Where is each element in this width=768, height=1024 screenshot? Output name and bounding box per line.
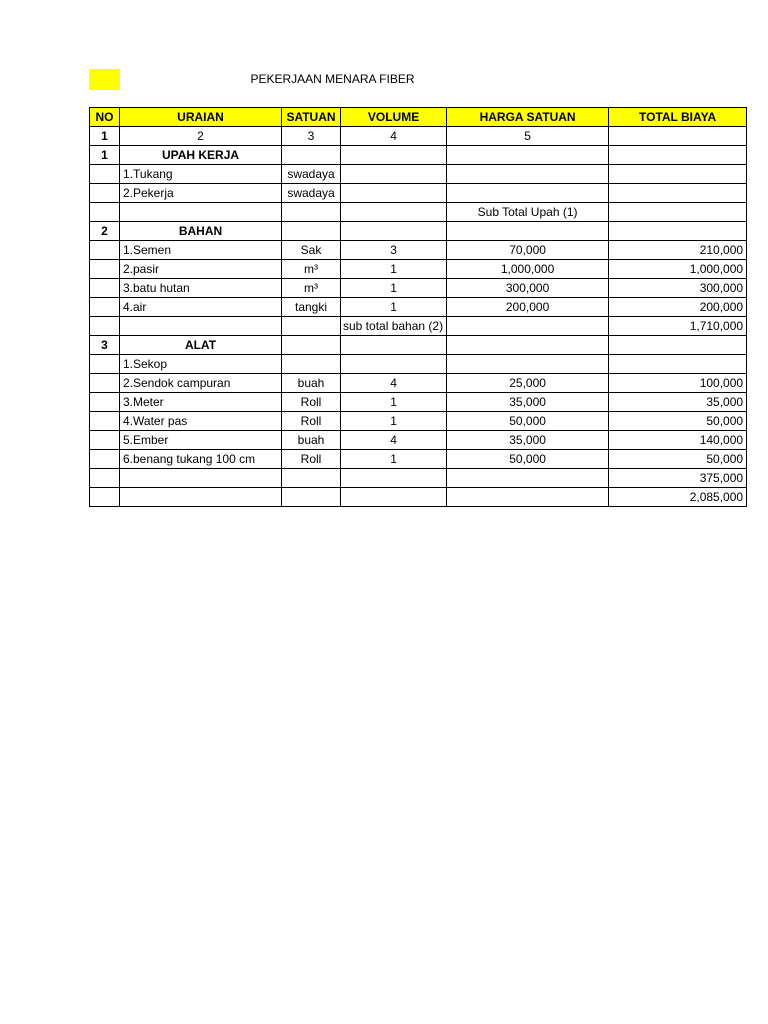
cell-uraian: 2.pasir (120, 260, 282, 279)
cell-total-biaya: 50,000 (609, 450, 747, 469)
table-row (90, 260, 747, 279)
cell-volume (341, 488, 447, 507)
cell-no (90, 431, 120, 450)
cell-harga-satuan: 35,000 (447, 393, 609, 412)
cell-no: 3 (90, 336, 120, 355)
cell-harga-satuan: 50,000 (447, 412, 609, 431)
cell-total-biaya: 210,000 (609, 241, 747, 260)
table-row (90, 165, 747, 184)
index-cell: 1 (90, 127, 120, 146)
cell-total-biaya: 300,000 (609, 279, 747, 298)
cell-total-biaya: 50,000 (609, 412, 747, 431)
cell-total-biaya (609, 222, 747, 241)
header-no: NO (90, 108, 120, 127)
cell-uraian: 1.Tukang (120, 165, 282, 184)
cell-harga-satuan (447, 165, 609, 184)
index-row (90, 127, 747, 146)
cell-satuan: swadaya (282, 165, 341, 184)
header-volume: VOLUME (341, 108, 447, 127)
cell-volume: 1 (341, 279, 447, 298)
cell-uraian: 2.Sendok campuran (120, 374, 282, 393)
cell-total-biaya (609, 165, 747, 184)
cell-uraian: 6.benang tukang 100 cm (120, 450, 282, 469)
cell-volume (341, 469, 447, 488)
cell-no (90, 450, 120, 469)
cell-uraian: 3.Meter (120, 393, 282, 412)
cell-volume: 1 (341, 393, 447, 412)
cell-volume: 1 (341, 450, 447, 469)
index-cell: 2 (120, 127, 282, 146)
cell-uraian (120, 469, 282, 488)
cell-uraian: 1.Sekop (120, 355, 282, 374)
cell-no (90, 279, 120, 298)
index-cell: 4 (341, 127, 447, 146)
cell-total-biaya: 35,000 (609, 393, 747, 412)
cell-total-biaya: 375,000 (609, 469, 747, 488)
cell-satuan: swadaya (282, 184, 341, 203)
cell-satuan: tangki (282, 298, 341, 317)
cell-no: 1 (90, 146, 120, 165)
cell-total-biaya: 2,085,000 (609, 488, 747, 507)
header-row (90, 108, 747, 127)
header-harga-satuan: HARGA SATUAN (447, 108, 609, 127)
cell-uraian: 4.air (120, 298, 282, 317)
header-total-biaya: TOTAL BIAYA (609, 108, 747, 127)
cell-satuan (282, 336, 341, 355)
cell-volume: sub total bahan (2) (341, 317, 447, 336)
cell-total-biaya (609, 203, 747, 222)
cell-satuan (282, 203, 341, 222)
cell-total-biaya (609, 184, 747, 203)
cell-total-biaya (609, 336, 747, 355)
cell-total-biaya: 1,710,000 (609, 317, 747, 336)
cell-harga-satuan (447, 146, 609, 165)
table-row (90, 203, 747, 222)
cell-volume (341, 222, 447, 241)
cell-harga-satuan: 1,000,000 (447, 260, 609, 279)
cell-total-biaya (609, 146, 747, 165)
table-row (90, 355, 747, 374)
table-row (90, 298, 747, 317)
cell-volume: 1 (341, 412, 447, 431)
cell-no (90, 260, 120, 279)
cell-uraian (120, 203, 282, 222)
cell-harga-satuan (447, 317, 609, 336)
cell-harga-satuan (447, 355, 609, 374)
cell-harga-satuan: 25,000 (447, 374, 609, 393)
table-row (90, 222, 747, 241)
cell-uraian: UPAH KERJA (120, 146, 282, 165)
index-cell: 5 (447, 127, 609, 146)
cell-no (90, 469, 120, 488)
cell-satuan: Roll (282, 393, 341, 412)
table-row (90, 317, 747, 336)
cell-no (90, 203, 120, 222)
header-uraian: URAIAN (120, 108, 282, 127)
cell-uraian: 1.Semen (120, 241, 282, 260)
cell-total-biaya: 200,000 (609, 298, 747, 317)
cell-uraian: BAHAN (120, 222, 282, 241)
cell-uraian: 3.batu hutan (120, 279, 282, 298)
cell-harga-satuan (447, 184, 609, 203)
cell-satuan: Sak (282, 241, 341, 260)
cell-uraian: 2.Pekerja (120, 184, 282, 203)
cell-harga-satuan: 200,000 (447, 298, 609, 317)
cell-satuan (282, 355, 341, 374)
cell-harga-satuan: 35,000 (447, 431, 609, 450)
table-row (90, 374, 747, 393)
cell-volume: 4 (341, 431, 447, 450)
cell-volume: 4 (341, 374, 447, 393)
cost-table (89, 107, 747, 507)
cell-harga-satuan: 70,000 (447, 241, 609, 260)
cell-total-biaya: 1,000,000 (609, 260, 747, 279)
cell-satuan: buah (282, 374, 341, 393)
cell-satuan (282, 146, 341, 165)
cell-volume: 1 (341, 260, 447, 279)
cell-no (90, 488, 120, 507)
cell-volume: 1 (341, 298, 447, 317)
cell-no (90, 184, 120, 203)
cell-no (90, 393, 120, 412)
cell-satuan (282, 317, 341, 336)
cell-harga-satuan (447, 222, 609, 241)
cell-volume (341, 336, 447, 355)
cell-satuan: Roll (282, 450, 341, 469)
cell-satuan (282, 488, 341, 507)
table-row (90, 431, 747, 450)
cell-no (90, 298, 120, 317)
cell-uraian (120, 317, 282, 336)
cell-total-biaya: 100,000 (609, 374, 747, 393)
cell-no: 2 (90, 222, 120, 241)
cell-harga-satuan (447, 469, 609, 488)
cell-satuan (282, 469, 341, 488)
cell-volume (341, 146, 447, 165)
index-cell: 3 (282, 127, 341, 146)
cell-harga-satuan: Sub Total Upah (1) (447, 203, 609, 222)
cell-satuan: buah (282, 431, 341, 450)
table-row (90, 336, 747, 355)
table-row (90, 184, 747, 203)
table-row (90, 393, 747, 412)
table-row (90, 279, 747, 298)
cell-no (90, 165, 120, 184)
cell-no (90, 355, 120, 374)
cell-uraian (120, 488, 282, 507)
cell-harga-satuan (447, 336, 609, 355)
table-row (90, 488, 747, 507)
index-cell (609, 127, 747, 146)
cell-no (90, 412, 120, 431)
cell-uraian: 5.Ember (120, 431, 282, 450)
cell-volume (341, 165, 447, 184)
cell-no (90, 241, 120, 260)
cell-uraian: 4.Water pas (120, 412, 282, 431)
table-row (90, 146, 747, 165)
header-satuan: SATUAN (282, 108, 341, 127)
table-row (90, 450, 747, 469)
cell-satuan: Roll (282, 412, 341, 431)
cell-no (90, 374, 120, 393)
cell-total-biaya: 140,000 (609, 431, 747, 450)
table-row (90, 469, 747, 488)
cell-harga-satuan: 300,000 (447, 279, 609, 298)
cell-satuan: m³ (282, 260, 341, 279)
cell-satuan: m³ (282, 279, 341, 298)
cell-satuan (282, 222, 341, 241)
document-title: PEKERJAAN MENARA FIBER (250, 72, 415, 86)
table-row (90, 241, 747, 260)
cell-total-biaya (609, 355, 747, 374)
cell-volume (341, 184, 447, 203)
cell-no (90, 317, 120, 336)
cell-harga-satuan: 50,000 (447, 450, 609, 469)
cell-harga-satuan (447, 488, 609, 507)
cell-uraian: ALAT (120, 336, 282, 355)
cell-volume (341, 203, 447, 222)
cell-volume (341, 355, 447, 374)
cell-volume: 3 (341, 241, 447, 260)
highlight-marker (89, 69, 120, 90)
table-row (90, 412, 747, 431)
